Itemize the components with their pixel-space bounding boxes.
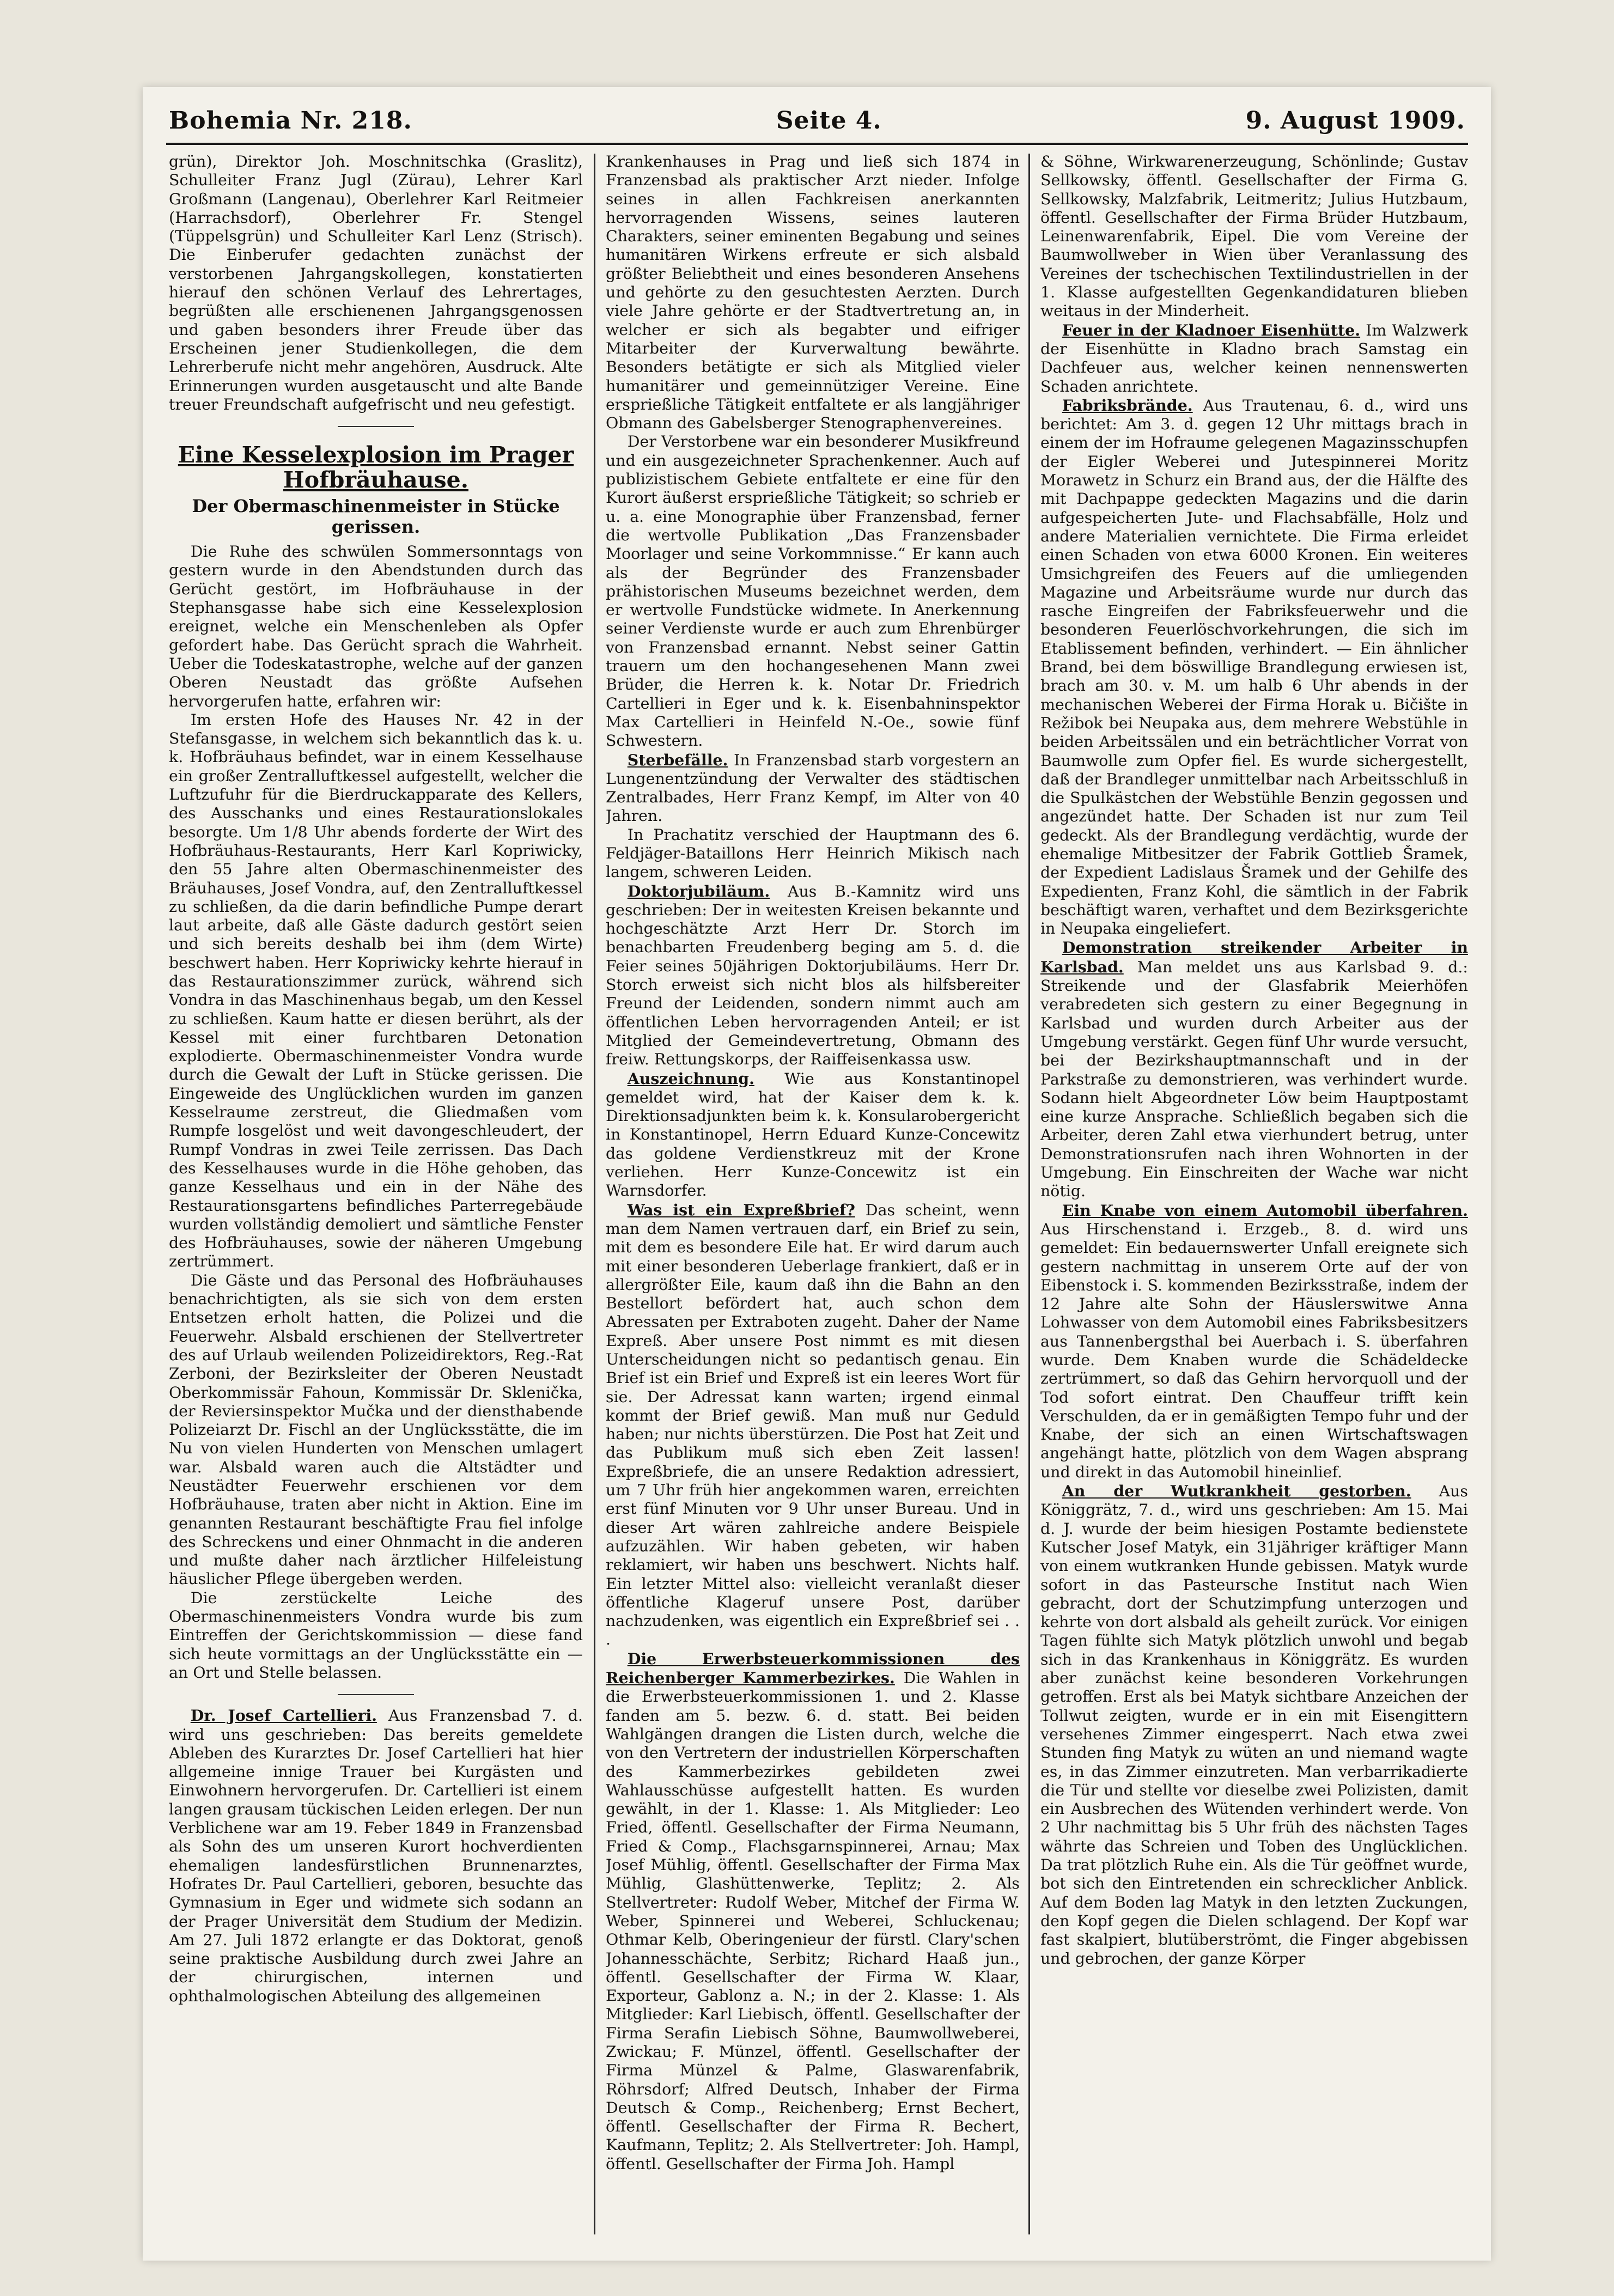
article-paragraph: & Söhne, Wirkwarenerzeugung, Schönlinde; Gustav Sellkowsky, öffentl. Gesellschafter der Firma G. Sellkowsky, Malzfabrik, Leitmeritz; Julius Hutzbaum, öffentl. Gesellschafter der Firma Brüder Hutzbaum, Leinenwarenfabrik, Eipel. Die vom Vereine der Baumwollweber in Wien über Veranlassung des Vereines der tschechischen Textilindustriellen in der 1. Klasse aufgestellten Gegenkandidaturen blieben weitaus in der Minderheit. [1040,153,1468,320]
article-paragraph: Der Verstorbene war ein besonderer Musikfreund und ein ausgezeichneter Sprachenkenner. Auch auf publizistischem Gebiete entfaltete er eine für den Kurort äußerst ersprießliche Tätigkeit; so schrieb er u. a. eine Monographie über Franzensbad, ferner die wertvolle Publikation „Das Franzensbader Moorlager und seine Vorkommnisse.“ Er kann auch als der Begründer des Franzensbader prähistorischen Museums bezeichnet werden, dem er wertvolle Fundstücke widmete. In Anerkennung seiner Verdienste wurde er auch zum Ehrenbürger von Franzensbad ernannt. Nebst seiner Gattin trauern um den hochangesehenen Mann zwei Brüder, die Herren k. k. Notar Dr. Friedrich Cartellieri in Eger und k. k. Eisenbahninspektor Max Cartellieri in Heinfeld N.-Oe., sowie fünf Schwestern. [606,433,1020,750]
paragraph-text: Aus Hirschenstand i. Erzgeb., 8. d. wird uns gemeldet: Ein bedauernswerter Unfall ereignete sich gestern nachmittag in unserem Orte auf der von Eibenstock i. S. kommenden Bezirksstraße, indem der 12 Jahre alte Sohn der Häuslerswitwe Anna Lohwasser von dem Automobil eines Fabriksbesitzers aus Tannenbergsthal bei Auerbach i. S. überfahren wurde. Dem Knaben wurde die Schädeldecke zertrümmert, so daß das Gehirn hervorquoll und der Tod sofort eintrat. Den Chauffeur trifft kein Verschulden, da er in gemäßigten Tempo fuhr und der Knabe, der sich an einen Wirtschaftswagen angehängt hatte, plötzlich von dem Wagen absprang und direkt in das Automobil hineinlief. [1040,1220,1468,1481]
article-paragraph [606,1201,1020,1649]
article-paragraph [1040,321,1468,396]
run-in-heading: Sterbefälle. [627,750,728,769]
paragraph-text: In Franzensbad starb vorgestern an Lungenentzündung der Verwalter des städtischen Zentralbades, Herr Franz Kempf, im Alter von 40 Jahren. [606,751,1020,825]
run-in-heading: Dr. Josef Cartellieri. [190,1706,377,1725]
run-in-heading: Fabriksbrände. [1062,395,1193,415]
article-paragraph: grün), Direktor Joh. Moschnitschka (Graslitz), Schulleiter Franz Jugl (Zürau), Lehrer Karl Großmann (Langenau), Oberlehrer Karl Reitmeier (Harrachsdorf), Oberlehrer Fr. Stengel (Tüppelsgrün) und Schulleiter Karl Lenz (Strisch). Die Einberufer gedachten zunächst der verstorbenen Jahrgangskollegen, konstatierten hierauf den schönen Verlauf des Lehrertages, begrüßten alle erschienenen Jahrgangsgenossen und gaben besonders ihrer Freude über das Erscheinen jener Studienkollegen, die dem Lehrerberufe nicht mehr angehören, Ausdruck. Alte Erinnerungen wurden ausgetauscht und alte Bande treuer Freundschaft aufgefrischt und neu gefestigt. [169,153,583,413]
run-in-heading: Was ist ein Expreßbrief? [627,1200,855,1219]
article-paragraph: Die Gäste und das Personal des Hofbräuhauses benachrichtigten, als sie sich von dem ersten Entsetzen erholt hatten, die Polizei und die Feuerwehr. Alsbald erschienen der Stellvertreter des auf Urlaub weilenden Polizeidirektors, Reg.-Rat Zerboni, der Bezirksleiter der Oberen Neustadt Oberkommissär Fahoun, Kommissär Dr. Sklenička, der Reviersinspektor Mučka und der diensthabende Polizeiarzt Dr. Fischl an der Unglücksstätte, die im Nu von vielen Hunderten von Menschen umlagert war. Alsbald waren auch die Altstädter und Neustädter Feuerwehr erschienen vor dem Hofbräuhause, traten aber nicht in Aktion. Eine im genannten Restaurant beschäftigte Frau fiel infolge des Schreckens und einer Ohnmacht in die anderen und mußte daher nach ärztlicher Hilfeleistung häuslicher Pflege übergeben werden. [169,1271,583,1588]
column-1 [169,153,583,2239]
run-in-heading: Die Erwerbsteuerkommissionen des Reichenberger Kammerbezirkes. [606,1649,1020,1688]
article-paragraph [1040,396,1468,939]
paragraph-text: Aus Franzensbad 7. d. wird uns geschrieben: Das bereits gemeldete Ableben des Kurarztes Dr. Josef Cartellieri hat hier allgemeine innige Trauer bei Kurgästen und Einwohnern hervorgerufen. Dr. Cartellieri ist einem langen grausam tückischen Leiden erlegen. Der nun Verblichene war am 19. Feber 1849 in Franzensbad als Sohn des um unseren Kurort hochverdienten ehemaligen landesfürstlichen Brunnenarztes, Hofrates Dr. Paul Cartellieri, geboren, besuchte das Gymnasium in Eger und widmete sich sodann an der Prager Universität dem Studium der Medizin. Am 27. Juli 1872 erlangte er das Doktorat, genoß seine praktische Ausbildung durch zwei Jahre an der chirurgischen, internen und ophthalmologischen Abteilung des allgemeinen [169,1707,583,2005]
article-paragraph [606,882,1020,1069]
page-header [169,107,1465,139]
column-divider [594,154,595,2234]
article-paragraph: Die Ruhe des schwülen Sommersonntags von gestern wurde in den Abendstunden durch das Gerücht gestört, im Hofbräuhause in der Stephansgasse habe sich eine Kesselexplosion ereignet, welche ein Menschenleben als Opfer gefordert habe. Das Gerücht sprach die Wahrheit. Ueber die Todeskatastrophe, welche auf der ganzen Oberen Neustadt das größte Aufsehen hervorgerufen hatte, erfahren wir: [169,543,583,710]
paragraph-text: Wie aus Konstantinopel gemeldet wird, hat der Kaiser dem k. k. Direktionsadjunkten beim k. k. Konsularobergericht in Konstantinopel, Herrn Eduard Kunze-Concewitz das goldene Verdienstkreuz mit der Krone verliehen. Herr Kunze-Concewitz ist ein Warnsdorfer. [606,1069,1020,1200]
article-paragraph [606,1649,1020,2173]
paragraph-text: Im Walzwerk der Eisenhütte in Kladno brach Samstag ein Dachfeuer aus, welcher keinen nennenswerten Schaden anrichtete. [1040,321,1468,395]
article-paragraph [1040,1201,1468,1482]
column-divider [1028,154,1030,2234]
column-2 [606,153,1020,2239]
header-rule [166,143,1468,145]
paragraph-text: Die Wahlen in die Erwerbsteuerkommissionen 1. und 2. Klasse fanden am 5. bezw. 6. d. statt. Bei beiden Wahlgängen drangen die Listen durch, welche die von den Vertretern der industriellen Körperschaften des Kammerbezirkes gebildeten zwei Wahlausschüsse aufgestellt hatten. Es wurden gewählt, in der 1. Klasse: 1. Als Mitglieder: Leo Fried, öffentl. Gesellschafter der Firma Neumann, Fried & Comp., Flachsgarnspinnerei, Arnau; Max Josef Mühlig, öffentl. Gesellschafter der Firma Max Mühlig, Glashüttenwerke, Teplitz; 2. Als Stellvertreter: Rudolf Weber, Mitchef der Firma W. Weber, Spinnerei und Weberei, Schluckenau; Othmar Kelb, Oberingenieur der fürstl. Clary'schen Johannesschächte, Serbitz; Richard Haaß jun., öffentl. Gesellschafter der Firma W. Klaar, Exporteur, Gablonz a. N.; in der 2. Klasse: 1. Als Mitglieder: Karl Liebisch, öffentl. Gesellschafter der Firma Serafin Liebisch Söhne, Baumwollweberei, Zwickau; F. Münzel, öffentl. Gesellschafter der Firma Münzel & Palme, Glaswarenfabrik, Röhrsdorf; Alfred Deutsch, Inhaber der Firma Deutsch & Comp., Reichenberg; Ernst Bechert, öffentl. Gesellschafter der Firma R. Bechert, Kaufmann, Teplitz; 2. Als Stellvertreter: Joh. Hampl, öffentl. Gesellschafter der Firma Joh. Hampl [606,1669,1020,2173]
run-in-heading: Ein Knabe von einem Automobil überfahren. [1062,1201,1468,1220]
paragraph-text: Aus Königgrätz, 7. d., wird uns geschrieben: Am 15. Mai d. J. wurde der beim hiesigen Postamte bedienstete Kutscher Josef Matyk, ein 31jähriger kräftiger Mann von einem wutkranken Hunde gebissen. Matyk wurde sofort in das Pasteursche Institut nach Wien gebracht, dort der Schutzimpfung unterzogen und kehrte von dort alsbald als geheilt zurück. Vor einigen Tagen fühlte sich Matyk plötzlich unwohl und begab sich in das Krankenhaus in Königgrätz. Es wurden aber zunächst keine besonderen Vorkehrungen getroffen. Erst als bei Matyk sichtbare Anzeichen der Tollwut zeigten, wurde er in ein mit Eisengittern versehenes Zimmer eingesperrt. Nach etwa zwei Stunden fing Matyk zu wüten an und niemand wagte es, in das Zimmer einzutreten. Man verbarrikadierte die Tür und stellte vor dieselbe zwei Polizisten, damit ein Ausbrechen des Wütenden verhindert werde. Von 2 Uhr nachmittag bis 5 Uhr früh des nächsten Tages währte das Schreien und Toben des Unglücklichen. Da trat plötzlich Ruhe ein. Als die Tür geöffnet wurde, bot sich den Eintretenden ein schrecklicher Anblick. Auf dem Boden lag Matyk in den letzten Zuckungen, den Kopf gegen die Dielen schlagend. Der Kopf war fast skalpiert, blutüberströmt, die Finger abgebissen und gebrochen, der ganze Körper [1040,1482,1468,1968]
article-headline: Eine Kesselexplosion im Prager Hofbräuhause. [178,442,574,494]
article-paragraph: Krankenhauses in Prag und ließ sich 1874 in Franzensbad als praktischer Arzt nieder. Infolge seines in allen Fachkreisen anerkannten hervorragenden Wissens, seines lauteren Charakters, seiner eminenten Begabung und seines humanitären Wirkens erfreute er sich alsbald größter Beliebtheit und eines besonderen Ansehens und gehörte zu den gesuchtesten Aerzten. Durch viele Jahre gehörte er der Stadtvertretung an, in welcher er sich als begabter und eifriger Mitarbeiter der Kurverwaltung bewährte. Besonders betätigte er sich als Mitglied vieler humanitärer und gemeinnütziger Vereine. Eine ersprießliche Tätigkeit entfaltete er als langjähriger Obmann des Gabelsberger Stenographenvereines. [606,153,1020,433]
header-date: 9. August 1909. [1245,107,1465,135]
run-in-heading: Doktorjubiläum. [627,881,770,900]
article-paragraph [1040,1482,1468,1968]
article-paragraph: In Prachatitz verschied der Hauptmann des 6. Feldjäger-Bataillons Herr Heinrich Mikisch nach langem, schweren Leiden. [606,825,1020,881]
run-in-heading: Demonstration streikender Arbeiter in Karlsbad. [1040,938,1468,976]
run-in-heading: Feuer in der Kladnoer Eisenhütte. [1062,320,1361,339]
paragraph-text: Das scheint, wenn man dem Namen vertrauen darf, ein Brief zu sein, mit dem es besondere Eile hat. Er wird darum auch mit einer besonderen Ueberlage frankiert, daß er in allergrößter Eile, kaum daß ihn die Bahn an den Bestellort befördert hat, auch schon dem Abressaten per Extraboten zugeht. Daher der Name Expreß. Aber unsere Post nimmt es mit diesen Unterscheidungen nicht so pedantisch genau. Ein Brief ist ein Brief und Expreß ist ein leeres Wort für sie. Der Adressat kann warten; irgend einmal kommt der Brief gewiß. Man muß nur Geduld haben; nur nichts überstürzen. Die Post hat Zeit und das Publikum muß sich eben Zeit lassen! Expreßbriefe, die an unsere Redaktion adressiert, um 7 Uhr früh hier angekommen waren, erreichten erst fünf Minuten vor 9 Uhr unser Bureau. Und in dieser Art wären zahlreiche andere Beispiele aufzuzählen. Wir haben gebeten, wir haben reklamiert, wir haben uns beschwert. Nichts half. Ein letzter Mittel also: vielleicht veranlaßt dieser öffentliche Klageruf unsere Post, darüber nachzudenken, was eigentlich ein Expreßbrief sei . . . [606,1201,1020,1649]
run-in-heading: An der Wutkrankheit gestorben. [1062,1482,1411,1501]
paragraph-text: Man meldet uns aus Karlsbad 9. d.: Streikende und der Glasfabrik Meierhöfen verabredeten sich gestern zu einer Begegnung in Karlsbad und wurden durch Arbeiter aus der Umgebung verstärkt. Gegen fünf Uhr wurde versucht, bei der Bezirkshauptmannschaft und in der Parkstraße zu demonstrieren, was verhindert wurde. Sodann hielt Abgeordneter Löw beim Hauptpostamt eine kurze Ansprache. Schließlich begaben sich die Arbeiter, deren Zahl etwa vierhundert betrug, unter Demonstrationsrufen nach ihren Wohnorten in der Umgebung. Ein Einschreiten der Wache war nicht nötig. [1040,958,1468,1201]
article-subheadline: Der Obermaschinenmeister in Stücke gerissen. [192,496,560,538]
run-in-heading: Auszeichnung. [627,1069,754,1088]
article-paragraph: Die zerstückelte Leiche des Obermaschinenmeisters Vondra wurde bis zum Eintreffen der Gerichtskommission — diese fand sich heute vormittags an der Unglücksstätte ein — an Ort und Stelle belassen. [169,1588,583,1682]
article-paragraph [1040,938,1468,1201]
paragraph-text: Aus Trautenau, 6. d., wird uns berichtet: Am 3. d. gegen 12 Uhr mittags brach in einem der im Hofraume gelegenen Magazinsschupfen der Eigler Weberei und Jutespinnerei Moritz Morawetz in Schurz ein Brand aus, der die Hälfte des mit Dachpappe gedeckten Magazins und die darin aufgespeicherten Jute- und Flachsabfälle, Holz und andere Materialien vernichtete. Die Firma erleidet einen Schaden von etwa 6000 Kronen. Ein weiteres Umsichgreifen des Feuers auf die umliegenden Magazine und Arbeitsräume wurde nur durch das rasche Eingreifen der Fabriksfeuerwehr und die besonderen Feuerlöschvorkehrungen, die sich im Etablissement befinden, verhindert. — Ein ähnlicher Brand, bei dem böswillige Brandlegung erwiesen ist, brach am 30. v. M. um halb 6 Uhr abends in der mechanischen Weberei der Firma Horak u. Bičište in Režibok bei Neupaka aus, dem mehrere Webstühle in beiden Arbeitssälen und ein beträchtlicher Vorrat von Baumwolle zum Opfer fiel. Es wurde sichergestellt, daß der Brandleger unmittelbar nach Arbeitsschluß in die Spulkästchen der Webstühle Benzin gegossen und angezündet hatte. Der Schaden ist nur zum Teil gedeckt. Als der Brandlegung verdächtig, wurde der ehemalige Mitbesitzer der Fabrik Gottlieb Šramek, der Expedient Ladislaus Šramek und der Gehilfe des Expedienten, Franz Kohl, die sämtlich in der Fabrik beschäftigt waren, verhaftet und dem Bezirksgerichte in Neupaka eingeliefert. [1040,396,1468,938]
article-paragraph [606,1069,1020,1201]
article-separator [338,1694,414,1695]
article-paragraph [169,1706,583,2006]
article-paragraph: Im ersten Hofe des Hauses Nr. 42 in der Stefansgasse, in welchem sich bekanntlich das k. u. k. Hofbräuhaus befindet, war in einem Kesselhause ein großer Zentralluftkessel aufgestellt, welcher die Luftzufuhr für die Bierdruckapparate des Kellers, des Ausschanks und eines Restaurationslokales besorgte. Um 1/8 Uhr abends forderte der Wirt des Hofbräuhaus-Restaurants, Herr Karl Kopriwicky, den 55 Jahre alten Obermaschinenmeister des Bräuhauses, Josef Vondra, auf, den Zentralluftkessel zu schließen, da die darin befindliche Pumpe derart laut arbeite, daß alle Gäste dadurch gestört seien und sich bereits deshalb bei ihm (dem Wirte) beschwert haben. Herr Kopriwicky kehrte hierauf in das Restaurationszimmer zurück, während sich Vondra in das Maschinenhaus begab, um den Kessel zu schließen. Kaum hatte er diesen berührt, als der Kessel mit einer furchtbaren Detonation explodierte. Obermaschinenmeister Vondra wurde durch die Gewalt der Luft in Stücke gerissen. Die Eingeweide des Unglücklichen wurden im ganzen Kesselraume zerstreut, die Gliedmaßen vom Rumpfe losgelöst und weit davongeschleudert, der Rumpf Vondras in zwei Teile zerrissen. Das Dach des Kesselhauses wurde in die Höhe gehoben, das ganze Kesselhaus und ein in der Nähe des Restaurationsgartens befindliches Parterregebäude wurden vollständig demoliert und sämtliche Fenster des Hofbräuhauses, sowie der näheren Umgebung zertrümmert. [169,710,583,1271]
paragraph-text: Aus B.-Kamnitz wird uns geschrieben: Der in weitesten Kreisen bekannte und hochgeschätzte Arzt Herr Dr. Storch im benachbarten Freudenberg beging am 5. d. die Feier seines 50jährigen Doktorjubiläums. Herr Dr. Storch erweist sich nicht blos als hilfsbereiter Freund der Leidenden, sondern nimmt auch am öffentlichen Leben hervorragenden Anteil; er ist Mitglied der Gemeindevertretung, Obmann des freiw. Rettungskorps, der Raiffeisenkassa usw. [606,882,1020,1069]
article-separator [338,426,414,427]
column-3 [1040,153,1468,2239]
article-paragraph [606,751,1020,826]
header-page-number: Seite 4. [776,107,882,135]
header-issue: Bohemia Nr. 218. [169,107,412,135]
